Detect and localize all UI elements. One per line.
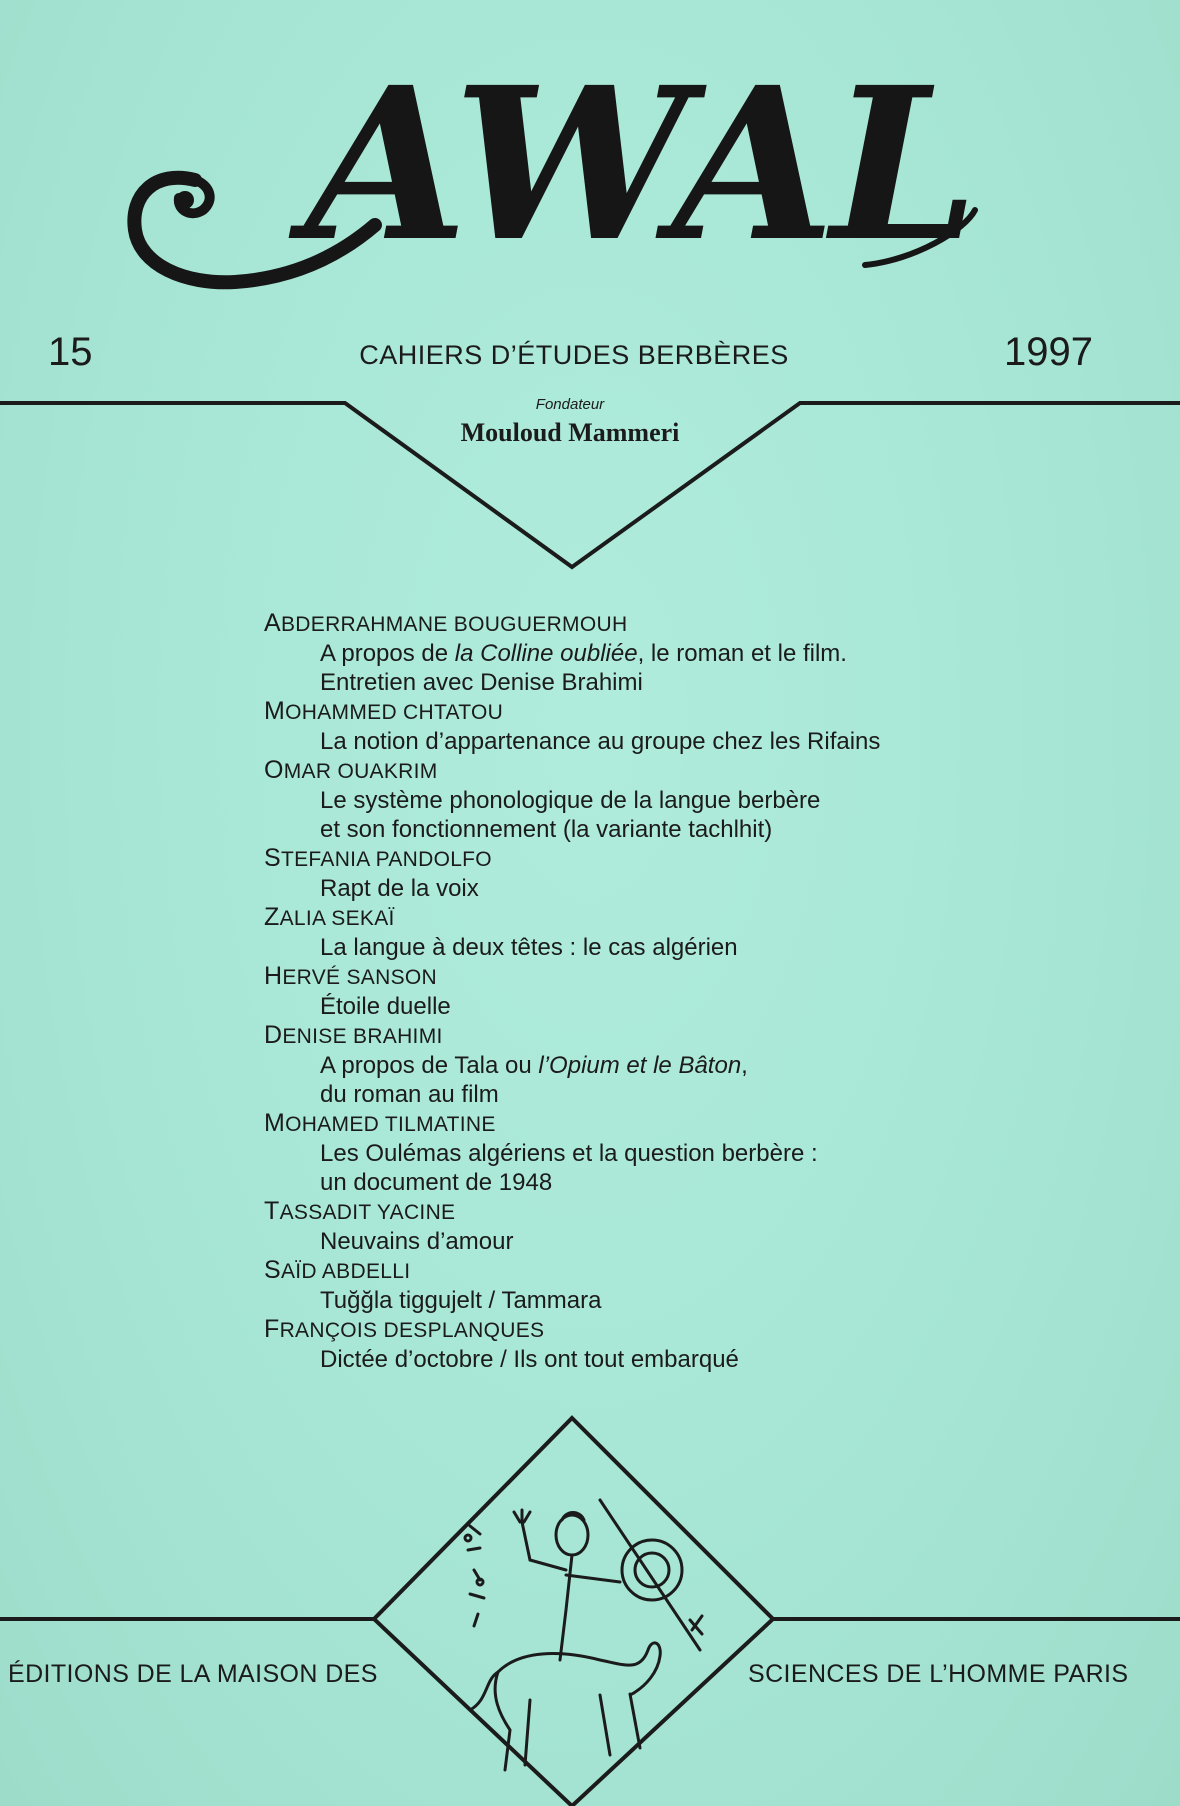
- title-italic-text: la Colline oubliée: [454, 640, 638, 667]
- toc-entry: [264, 1256, 1064, 1315]
- toc-entry: [264, 609, 1064, 697]
- title-text: Dictée d’octobre / Ils ont tout embarqué: [320, 1346, 739, 1373]
- publisher-left: ÉDITIONS DE LA MAISON DES: [8, 1660, 378, 1688]
- toc-article-title: [264, 1345, 1064, 1374]
- toc-article-title: [264, 1227, 1064, 1256]
- title-text: un document de 1948: [320, 1169, 553, 1196]
- toc-entry: [264, 756, 1064, 844]
- toc-article-title: [264, 1168, 1064, 1197]
- toc-article-title: [264, 1286, 1064, 1315]
- toc-author: SAÏD ABDELLI: [264, 1256, 411, 1284]
- toc-article-title: [264, 639, 1064, 668]
- toc-article-title: [264, 668, 1064, 697]
- title-text: Rapt de la voix: [320, 875, 479, 902]
- toc-author: STEFANIA PANDOLFO: [264, 844, 492, 872]
- title-italic-text: l’Opium et le Bâton: [538, 1052, 742, 1079]
- toc-entry: [264, 1315, 1064, 1374]
- title-text: A propos de Tala ou: [320, 1052, 539, 1079]
- title-text: La notion d’appartenance au groupe chez les Rifains: [320, 728, 881, 755]
- publisher-right: SCIENCES DE L’HOMME PARIS: [748, 1660, 1129, 1688]
- founder-name: Mouloud Mammeri: [460, 418, 680, 447]
- toc-entry: [264, 844, 1064, 903]
- toc-entry: [264, 1109, 1064, 1197]
- toc-entry: [264, 1197, 1064, 1256]
- toc-article-title: [264, 1080, 1064, 1109]
- toc-article-title: [264, 1139, 1064, 1168]
- toc-author: DENISE BRAHIMI: [264, 1021, 443, 1049]
- title-text: La langue à deux têtes : le cas algérien: [320, 934, 738, 961]
- toc-article-title: [264, 992, 1064, 1021]
- founder-label: Fondateur: [535, 396, 605, 413]
- journal-subtitle: CAHIERS D’ÉTUDES BERBÈRES: [359, 340, 789, 370]
- title-text: Le système phonologique de la langue berbère: [320, 787, 821, 814]
- title-text-after: , le roman et le film.: [637, 640, 847, 667]
- toc-article-title: [264, 786, 1064, 815]
- journal-title: AWAL: [305, 41, 975, 288]
- toc-article-title: [264, 1051, 1064, 1080]
- toc-entry: [264, 903, 1064, 962]
- toc-author: OMAR OUAKRIM: [264, 756, 438, 784]
- title-text: Entretien avec Denise Brahimi: [320, 669, 643, 696]
- title-text: et son fonctionnement (la variante tachlhit): [320, 816, 773, 843]
- toc-author: FRANÇOIS DESPLANQUES: [264, 1315, 545, 1343]
- title-text: Les Oulémas algériens et la question berbère :: [320, 1140, 818, 1167]
- title-text-after: ,: [741, 1052, 748, 1079]
- toc-article-title: [264, 933, 1064, 962]
- title-text: Tuğğla tiggujelt / Tammara: [320, 1287, 602, 1314]
- toc-author: MOHAMED TILMATINE: [264, 1109, 496, 1137]
- bottom-diamond-rule: [0, 1410, 1180, 1806]
- table-of-contents: [264, 609, 1064, 1374]
- toc-entry: [264, 962, 1064, 1021]
- toc-author: MOHAMMED CHTATOU: [264, 697, 504, 725]
- toc-entry: [264, 697, 1064, 756]
- issue-number: 15: [48, 330, 93, 374]
- title-text: A propos de: [320, 640, 455, 667]
- toc-author: HERVÉ SANSON: [264, 962, 437, 990]
- toc-author: ABDERRAHMANE BOUGUERMOUH: [264, 609, 628, 637]
- toc-entry: [264, 1021, 1064, 1109]
- publication-year: 1997: [1004, 330, 1093, 374]
- title-text: Neuvains d’amour: [320, 1228, 514, 1255]
- toc-author: ZALIA SEKAÏ: [264, 903, 395, 931]
- toc-article-title: [264, 874, 1064, 903]
- title-text: du roman au film: [320, 1081, 499, 1108]
- toc-article-title: [264, 727, 1064, 756]
- title-text: Étoile duelle: [320, 993, 451, 1020]
- rock-art-rider-icon: [465, 1500, 702, 1770]
- toc-article-title: [264, 815, 1064, 844]
- journal-logo: [125, 41, 1005, 300]
- toc-author: TASSADIT YACINE: [264, 1197, 456, 1225]
